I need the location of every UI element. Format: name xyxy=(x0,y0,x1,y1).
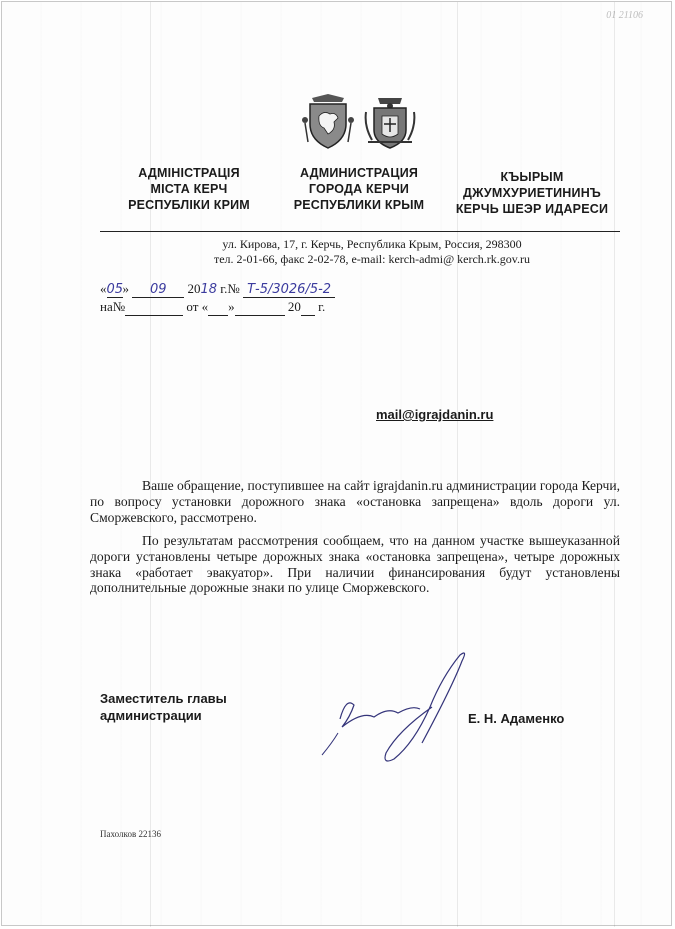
header-ua-line: РЕСПУБЛІКИ КРИМ xyxy=(128,198,250,212)
quote-close: » xyxy=(122,281,129,296)
header-crh-line: ДЖУМХУРИЕТИНИНЪ xyxy=(462,186,601,200)
ref-month: 09 xyxy=(132,282,184,298)
contact-line: тел. 2-01-66, факс 2-02-78, e-mail: kerch-admi@ kerch.rk.gov.ru xyxy=(213,252,531,266)
signer-title-line: Заместитель главы xyxy=(100,691,227,706)
signer-title xyxy=(100,690,227,724)
executor-note: Пахолков 22136 xyxy=(100,829,161,839)
header-crimean-tatar xyxy=(447,169,617,217)
header-russian xyxy=(284,165,434,213)
document-page xyxy=(1,1,672,926)
outgoing-reference xyxy=(100,281,335,298)
header-ru-line: ГОРОДА КЕРЧИ xyxy=(308,182,410,196)
reply-label: на№ xyxy=(100,299,126,314)
crimea-coat-of-arms-icon xyxy=(302,94,354,150)
reply-number-blank xyxy=(125,299,183,316)
header-ukrainian xyxy=(114,165,264,213)
ref-day: 05 xyxy=(106,282,124,297)
reply-from: от « xyxy=(186,299,209,314)
ref-year-prefix: 20 xyxy=(187,281,201,296)
reply-reference xyxy=(100,299,325,316)
reply-year-end: г. xyxy=(318,299,326,314)
signer-name: Е. Н. Адаменко xyxy=(468,711,565,726)
header-ru-line: РЕСПУБЛИКИ КРЫМ xyxy=(293,198,425,212)
scan-mark: 01 21106 xyxy=(606,10,643,21)
header-divider xyxy=(100,231,620,232)
header-crh-line: КЕРЧЬ ШЕЭР ИДАРЕСИ xyxy=(455,202,609,216)
reply-year: 20 xyxy=(287,299,301,314)
ref-year-label: г. xyxy=(220,281,228,296)
reply-mid: » xyxy=(228,299,235,314)
reply-day-blank xyxy=(208,299,228,316)
scan-streak xyxy=(457,2,458,927)
address-line: ул. Кирова, 17, г. Керчь, Республика Крым, Россия, 298300 xyxy=(222,237,522,251)
ref-year-suffix: 18 xyxy=(200,282,218,297)
signer-title-line: администрации xyxy=(100,708,202,723)
quote-open: « xyxy=(100,281,107,296)
header-crh-line: КЪЫРЫМ xyxy=(500,170,564,184)
handwritten-signature xyxy=(302,647,472,767)
scan-streak xyxy=(614,2,615,927)
kerch-coat-of-arms-icon xyxy=(362,96,418,150)
reply-year-blank xyxy=(301,299,315,316)
header-ru-line: АДМИНИСТРАЦИЯ xyxy=(299,166,419,180)
reply-month-blank xyxy=(235,299,285,316)
ref-number-label: № xyxy=(227,281,240,296)
body-paragraph: По результатам рассмотрения сообщаем, что на данном участке вышеуказанной дороги установлены четыре дорожных знака «остановка запрещена», четыре дорожных знака «работает эвакуатор». При наличии финансирования будут установлены дополнительные дорожные знаки по улице Сморжевского. xyxy=(90,533,620,596)
ref-number: Т-5/3026/5-2 xyxy=(243,282,335,298)
body-paragraph: Ваше обращение, поступившее на сайт igrajdanin.ru администрации города Керчи, по вопросу установки дорожного знака «остановка запрещена» вдоль дороги ул. Сморжевского, рассмотрено. xyxy=(90,478,620,525)
recipient-email: mail@igrajdanin.ru xyxy=(376,407,494,422)
header-ua-line: МІСТА КЕРЧ xyxy=(150,182,228,196)
scan-streak xyxy=(150,2,151,927)
header-ua-line: АДМІНІСТРАЦІЯ xyxy=(138,166,240,180)
